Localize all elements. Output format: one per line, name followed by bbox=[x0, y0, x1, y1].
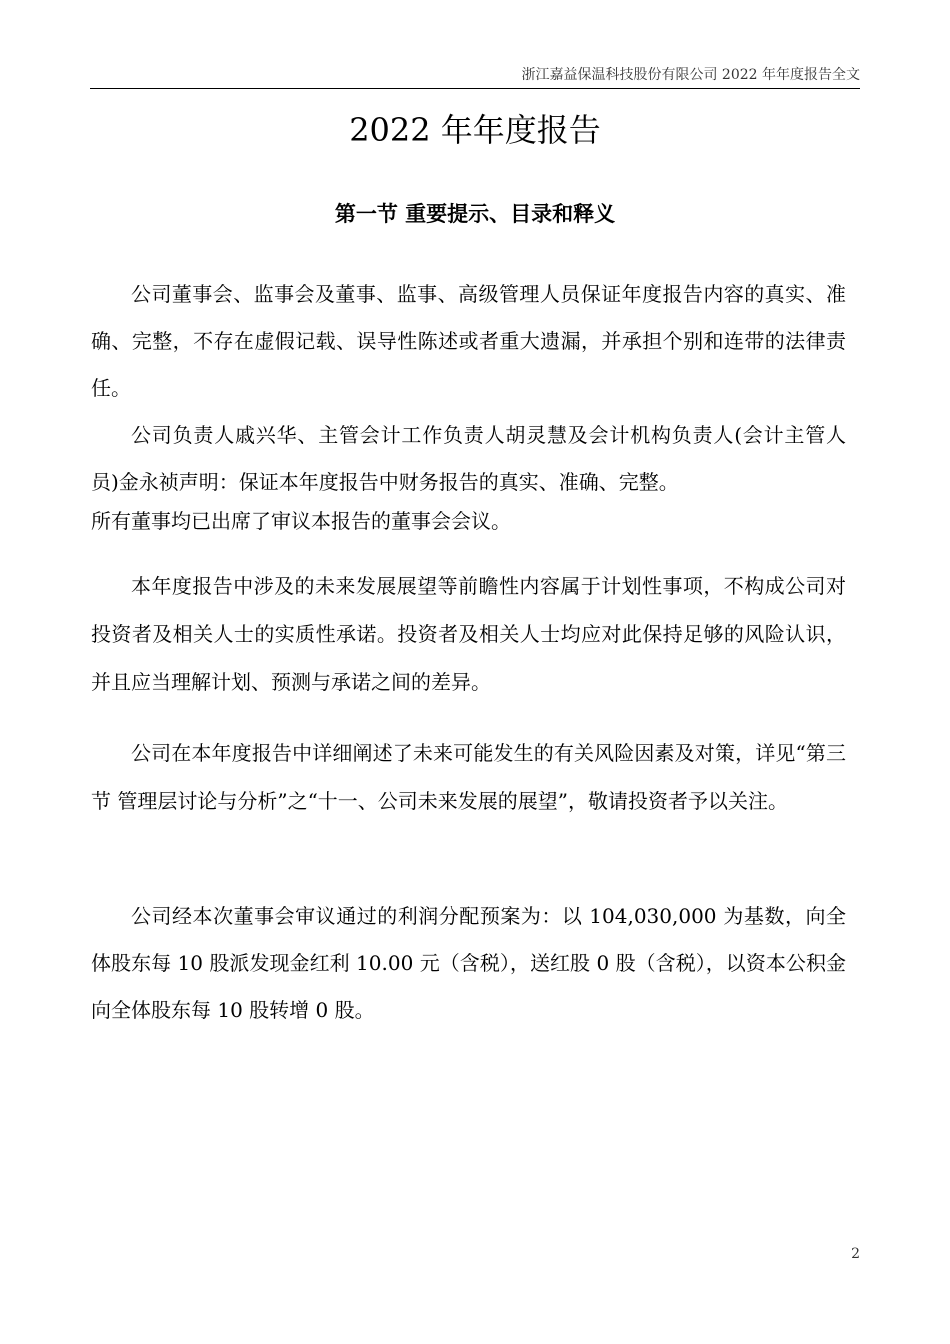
paragraph-accuracy-statement: 公司董事会、监事会及董事、监事、高级管理人员保证年度报告内容的真实、准确、完整，不存在虚假记载、误导性陈述或者重大遗漏，并承担个别和连带的法律责任。 bbox=[91, 282, 846, 400]
paragraph-profit-distribution: 公司经本次董事会审议通过的利润分配预案为：以 104,030,000 为基数，向全体股东每 10 股派发现金红利 10.00 元（含税），送红股 0 股（含税），以资本公积金向全体股东每 10 股转增 0 股。 bbox=[91, 904, 846, 1022]
paragraph-responsible-persons: 公司负责人戚兴华、主管会计工作负责人胡灵慧及会计机构负责人(会计主管人员)金永祯声明：保证本年度报告中财务报告的真实、准确、完整。 bbox=[91, 423, 846, 494]
paragraph-forward-looking: 本年度报告中涉及的未来发展展望等前瞻性内容属于计划性事项，不构成公司对投资者及相关人士的实质性承诺。投资者及相关人士均应对此保持足够的风险认识，并且应当理解计划、预测与承诺之间的差异。 bbox=[91, 574, 846, 694]
page-header bbox=[90, 62, 860, 89]
paragraph-risk-factors: 公司在本年度报告中详细阐述了未来可能发生的有关风险因素及对策，详见“第三节 管理层讨论与分析”之“十一、公司未来发展的展望”，敬请投资者予以关注。 bbox=[91, 741, 846, 813]
header-text: 浙江嘉益保温科技股份有限公司 2022 年年度报告全文 bbox=[521, 67, 860, 83]
paragraph-board-attendance: 所有董事均已出席了审议本报告的董事会会议。 bbox=[91, 509, 511, 533]
section-title: 第一节 重要提示、目录和释义 bbox=[334, 201, 616, 226]
page-number: 2 bbox=[851, 1246, 860, 1262]
report-title: 2022 年年度报告 bbox=[349, 111, 601, 149]
